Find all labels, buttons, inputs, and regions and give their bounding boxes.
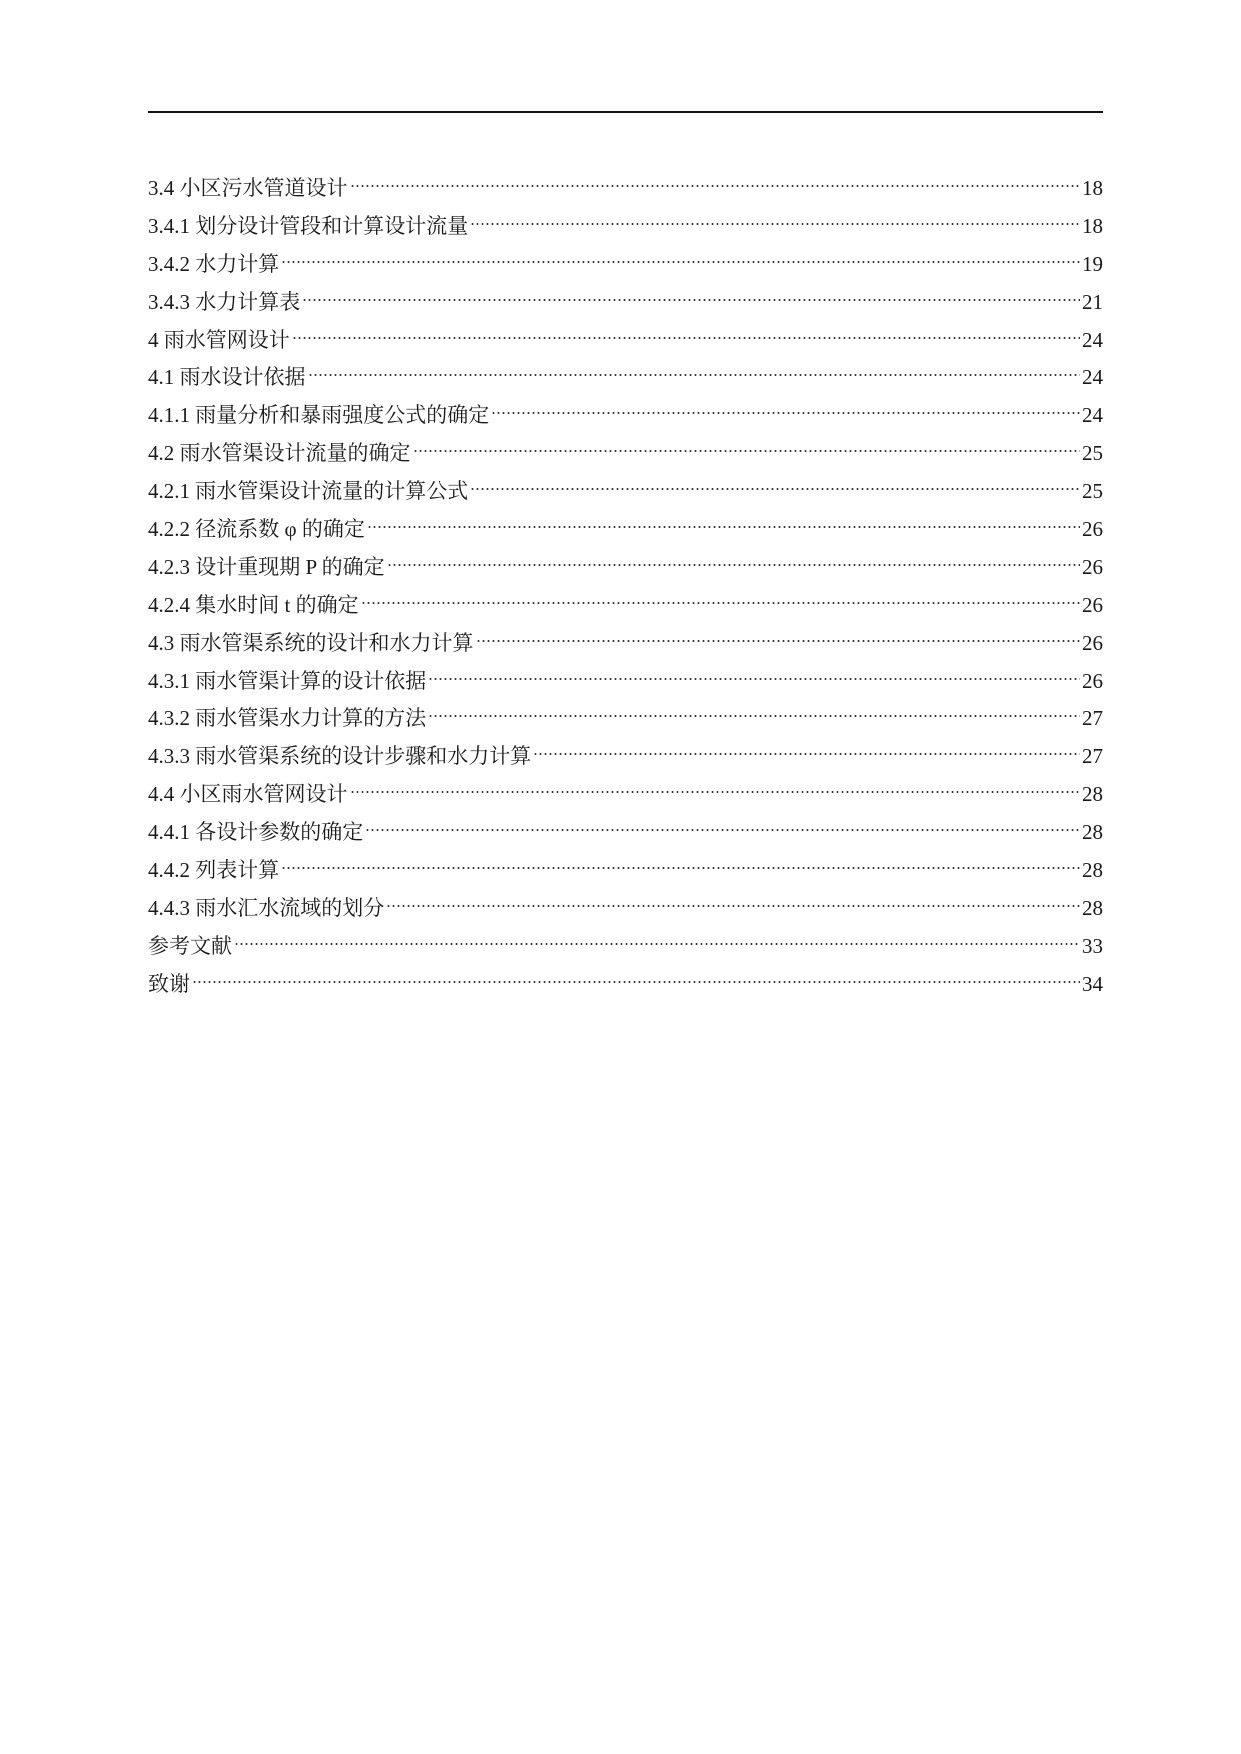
toc-entry-title: 4.3.1 雨水管渠计算的设计依据 [148,668,427,693]
toc-entry-page-number: 24 [1082,327,1103,352]
toc-entry[interactable] [148,852,1103,890]
toc-entry-title: 4.3 雨水管渠系统的设计和水力计算 [148,630,474,655]
toc-entry-title: 4.3.2 雨水管渠水力计算的方法 [148,706,427,731]
toc-entry-page-number: 27 [1082,706,1103,731]
toc-entry-page-number: 26 [1082,668,1103,693]
toc-entry-title: 3.4.2 水力计算 [148,251,280,276]
toc-entry-page-number: 18 [1082,176,1103,200]
table-of-contents [148,170,1103,1004]
toc-entry-page-number: 28 [1082,895,1103,920]
toc-dot-leader [428,711,1080,721]
toc-entry-page-number: 24 [1082,403,1103,428]
toc-entry[interactable] [148,587,1103,625]
header-rule [148,111,1103,113]
toc-dot-leader [470,484,1080,494]
toc-entry[interactable] [148,246,1103,284]
toc-entry-page-number: 26 [1082,592,1103,617]
toc-dot-leader [533,749,1080,759]
toc-dot-leader [234,939,1080,949]
toc-entry-title: 4.4 小区雨水管网设计 [148,782,348,807]
toc-dot-leader [350,787,1081,797]
toc-entry[interactable] [148,776,1103,814]
toc-dot-leader [308,370,1081,380]
toc-entry-page-number: 21 [1082,289,1103,314]
toc-entry[interactable] [148,511,1103,549]
toc-entry-title: 4.4.1 各设计参数的确定 [148,820,364,845]
toc-entry[interactable] [148,435,1103,473]
toc-entry-title: 4.2.1 雨水管渠设计流量的计算公式 [148,479,469,504]
toc-entry[interactable] [148,738,1103,776]
toc-entry[interactable] [148,890,1103,928]
toc-dot-leader [302,295,1080,305]
toc-entry[interactable] [148,966,1103,1004]
toc-entry[interactable] [148,170,1103,208]
toc-dot-leader [470,219,1080,229]
toc-entry[interactable] [148,284,1103,322]
toc-entry-title: 4.1 雨水设计依据 [148,365,306,390]
toc-entry-title: 4.4.3 雨水汇水流域的划分 [148,895,385,920]
toc-entry-title: 4.3.3 雨水管渠系统的设计步骤和水力计算 [148,744,532,769]
toc-entry-title: 4.2.2 径流系数 φ 的确定 [148,517,365,542]
toc-entry[interactable] [148,208,1103,246]
toc-dot-leader [361,598,1080,608]
toc-entry[interactable] [148,322,1103,360]
toc-entry-page-number: 26 [1082,630,1103,655]
toc-dot-leader [428,674,1080,684]
toc-entry-title: 参考文献 [148,933,232,958]
toc-entry-page-number: 28 [1082,782,1103,807]
toc-entry-title: 4.2 雨水管渠设计流量的确定 [148,441,411,466]
toc-entry-page-number: 25 [1082,441,1103,466]
toc-dot-leader [292,333,1080,343]
toc-entry-page-number: 34 [1082,971,1103,996]
toc-entry[interactable] [148,700,1103,738]
toc-entry-title: 3.4.1 划分设计管段和计算设计流量 [148,213,469,238]
toc-dot-leader [365,825,1080,835]
toc-entry-title: 3.4.3 水力计算表 [148,289,301,314]
toc-entry-title: 4.4.2 列表计算 [148,858,280,883]
toc-entry-page-number: 19 [1082,251,1103,276]
toc-entry-title: 致谢 [148,971,190,996]
toc-dot-leader [476,636,1081,646]
toc-entry[interactable] [148,359,1103,397]
toc-entry[interactable] [148,473,1103,511]
toc-entry[interactable] [148,549,1103,587]
toc-entry[interactable] [148,397,1103,435]
toc-dot-leader [192,977,1080,987]
toc-entry-page-number: 28 [1082,858,1103,883]
toc-entry-page-number: 24 [1082,365,1103,390]
toc-entry-title: 4.1.1 雨量分析和暴雨强度公式的确定 [148,403,490,428]
toc-entry[interactable] [148,814,1103,852]
toc-dot-leader [281,257,1080,267]
toc-entry-title: 4.2.4 集水时间 t 的确定 [148,592,359,617]
toc-entry[interactable] [148,928,1103,966]
toc-entry-page-number: 27 [1082,744,1103,769]
toc-dot-leader [387,560,1080,570]
toc-dot-leader [281,863,1080,873]
toc-entry-title: 4.2.3 设计重现期 P 的确定 [148,554,385,579]
toc-dot-leader [491,408,1080,418]
toc-entry-page-number: 26 [1082,517,1103,542]
toc-dot-leader [350,181,1081,191]
toc-entry-page-number: 26 [1082,554,1103,579]
toc-dot-leader [367,522,1080,532]
toc-dot-leader [413,446,1081,456]
toc-entry-page-number: 28 [1082,820,1103,845]
toc-dot-leader [386,901,1080,911]
toc-entry[interactable] [148,663,1103,701]
toc-entry-title: 4 雨水管网设计 [148,327,290,352]
toc-entry-page-number: 18 [1082,213,1103,238]
toc-entry-page-number: 33 [1082,933,1103,958]
toc-entry-title: 3.4 小区污水管道设计 [148,176,348,200]
toc-entry-page-number: 25 [1082,479,1103,504]
toc-entry[interactable] [148,625,1103,663]
